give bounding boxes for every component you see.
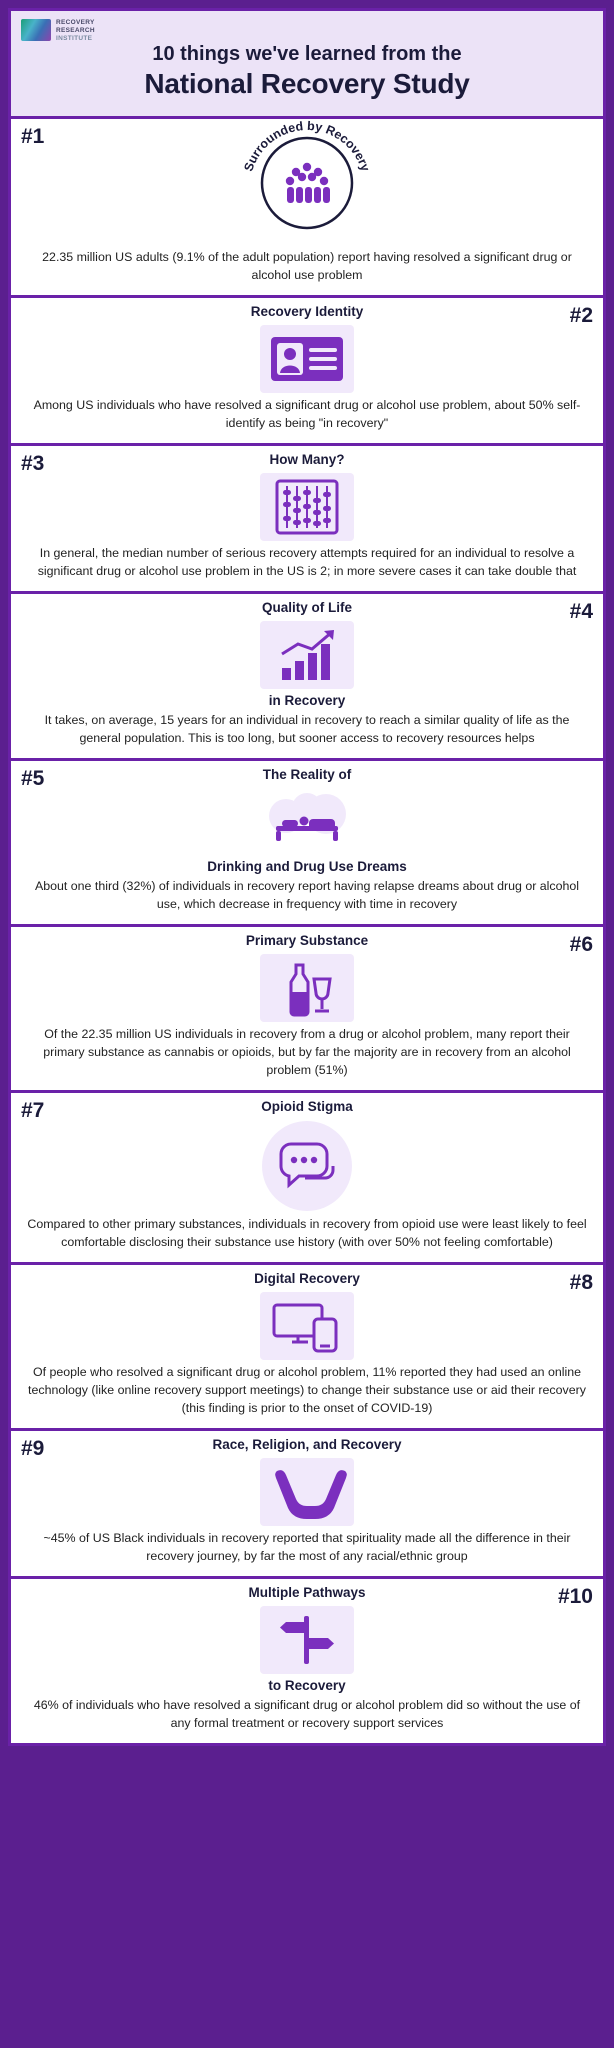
list-item bbox=[8, 119, 606, 298]
item-illustration bbox=[260, 473, 354, 541]
item-number: #5 bbox=[21, 766, 45, 790]
list-item bbox=[8, 1093, 606, 1265]
page-subtitle: 10 things we've learned from the bbox=[152, 43, 462, 65]
item-illustration bbox=[260, 1458, 354, 1526]
item-title: The Reality of bbox=[262, 766, 352, 782]
item-number: #8 bbox=[569, 1271, 593, 1295]
item-illustration bbox=[260, 1292, 354, 1360]
item-title: Race, Religion, and Recovery bbox=[212, 1436, 402, 1452]
recovery-research-institute-logo-icon bbox=[21, 19, 51, 41]
item-description: Among US individuals who have resolved a significant drug or alcohol use problem, about 50% self-identify as being "in recovery" bbox=[33, 397, 581, 430]
item-description: About one third (32%) of individuals in recovery report having relapse dreams about drug or alcohol use, which decrease in frequency with time in recovery bbox=[34, 879, 580, 912]
item-number: #3 bbox=[21, 451, 45, 475]
item-title: Quality of Life bbox=[261, 599, 352, 615]
list-item bbox=[8, 1265, 606, 1431]
item-illustration bbox=[260, 954, 354, 1022]
item-illustration bbox=[260, 325, 354, 393]
item-title: Primary Substance bbox=[245, 933, 369, 949]
item-description: It takes, on average, 15 years for an individual in recovery to reach a similar quality of life as the general population. This is too long, but sooner access to recovery resources helps bbox=[44, 712, 570, 745]
speech-bubbles-icon bbox=[261, 1120, 353, 1212]
item-description: 22.35 million US adults (9.1% of the adult population) report having resolved a significant drug or alcohol use problem bbox=[42, 250, 572, 282]
bottle-and-glass-icon bbox=[276, 959, 338, 1017]
item-number: #10 bbox=[557, 1584, 593, 1608]
item-description: ~45% of US Black individuals in recovery reported that spirituality made all the difference in their recovery journey, by far the most of any racial/ethnic group bbox=[43, 1530, 571, 1563]
list-item bbox=[8, 594, 606, 761]
group-of-people-icon bbox=[286, 163, 330, 203]
item-number: #1 bbox=[21, 125, 45, 148]
item-title: Opioid Stigma bbox=[261, 1099, 353, 1115]
logo-line-1: RECOVERY bbox=[56, 19, 95, 26]
item-number: #9 bbox=[21, 1436, 45, 1460]
person-sleeping-in-bed-icon bbox=[252, 790, 362, 852]
item-subtitle: in Recovery bbox=[268, 692, 346, 708]
header bbox=[8, 8, 606, 119]
item-subtitle: to Recovery bbox=[268, 1677, 346, 1693]
signpost-icon bbox=[276, 1612, 338, 1668]
list-item bbox=[8, 927, 606, 1093]
computer-and-phone-icon bbox=[270, 1299, 344, 1353]
list-item bbox=[8, 761, 606, 928]
list-item bbox=[8, 446, 606, 594]
item-illustration bbox=[260, 621, 354, 689]
item-subtitle: Drinking and Drug Use Dreams bbox=[207, 859, 407, 875]
item-description: 46% of individuals who have resolved a significant drug or alcohol problem did so without the use of any formal treatment or recovery support services bbox=[33, 1697, 581, 1730]
abacus-icon bbox=[274, 478, 340, 536]
item-description: In general, the median number of serious recovery attempts required for an individual to resolve a significant drug or alcohol use problem in the US is 2; in more severe cases it can take double that bbox=[37, 545, 577, 578]
surrounded-by-recovery-badge bbox=[232, 118, 382, 245]
open-hands-icon bbox=[271, 1465, 343, 1519]
item-description: Compared to other primary substances, individuals in recovery from opioid use were least likely to feel comfortable disclosing their substance use history (with over 50% not feeling comfortable) bbox=[27, 1217, 587, 1250]
item-title: Multiple Pathways bbox=[248, 1584, 366, 1600]
item-illustration bbox=[260, 787, 354, 855]
item-illustration bbox=[261, 1120, 353, 1212]
logo-line-3: INSTITUTE bbox=[56, 35, 93, 43]
bar-chart-growth-icon bbox=[272, 628, 342, 682]
item-title: Recovery Identity bbox=[250, 303, 364, 319]
item-title: Digital Recovery bbox=[254, 1271, 360, 1287]
item-description: Of the 22.35 million US individuals in recovery from a drug or alcohol problem, many report their primary substance as cannabis or opioids, but by far the majority are in recovery from an alcohol problem (51%) bbox=[43, 1027, 571, 1078]
item-description: Of people who resolved a significant drug or alcohol problem, 11% reported they had used an online technology (like online recovery support meetings) to change their substance use or aid their recovery (this finding is prior to the onset of COVID-19) bbox=[28, 1364, 586, 1415]
list-item bbox=[8, 1431, 606, 1579]
logo-line-2: RESEARCH bbox=[56, 27, 95, 35]
item-number: #6 bbox=[569, 933, 593, 957]
item-number: #2 bbox=[569, 303, 593, 327]
list-item bbox=[8, 1579, 606, 1746]
arc-label: Surrounded by Recovery bbox=[241, 118, 373, 174]
item-illustration bbox=[260, 1606, 354, 1674]
logo-text bbox=[56, 19, 95, 43]
item-title: How Many? bbox=[269, 451, 345, 467]
id-card-icon bbox=[269, 333, 345, 385]
item-number: #7 bbox=[21, 1099, 45, 1123]
list-item bbox=[8, 298, 606, 446]
page-title: National Recovery Study bbox=[144, 68, 470, 99]
logo bbox=[21, 19, 95, 43]
item-number: #4 bbox=[569, 599, 593, 623]
